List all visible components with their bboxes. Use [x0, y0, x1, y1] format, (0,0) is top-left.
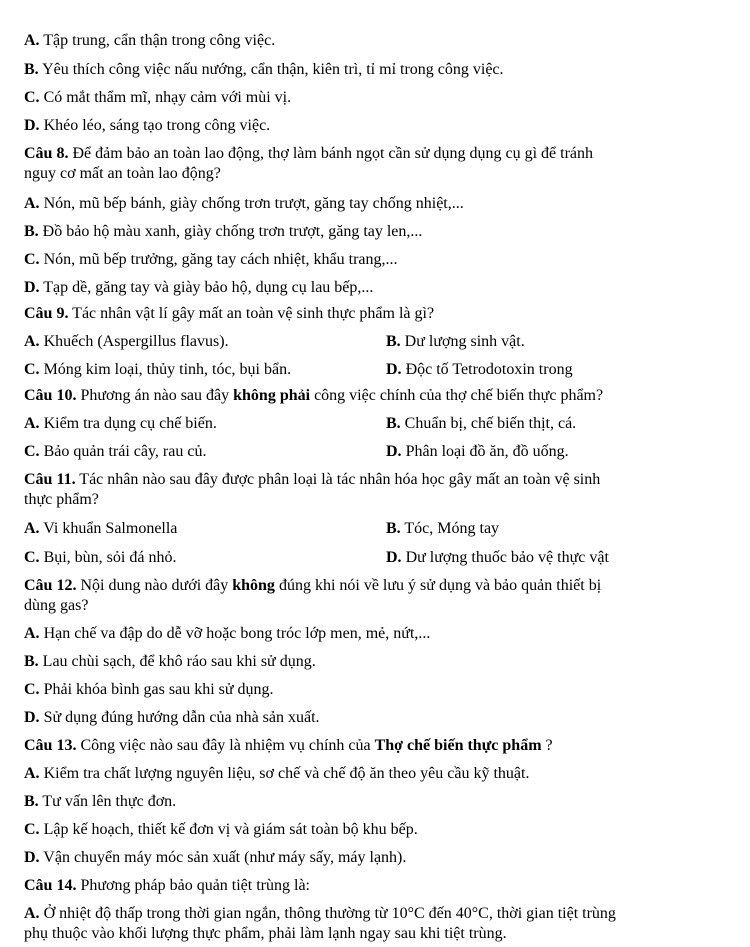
question-13: Câu 13. Công việc nào sau đây là nhiệm vụ chính của Thợ chế biến thực phẩm ? [24, 737, 553, 754]
prev-option-d: D. Khéo léo, sáng tạo trong công việc. [24, 117, 271, 134]
q13-option-a: A. Kiểm tra chất lượng nguyên liệu, sơ chế và chế độ ăn theo yêu cầu kỹ thuật. [24, 765, 530, 782]
q12-option-c: C. Phải khóa bình gas sau khi sử dụng. [24, 681, 274, 698]
q12-option-d: D. Sử dụng đúng hướng dẫn của nhà sản xuất. [24, 709, 320, 726]
q11-option-b: B. Tóc, Móng tay [386, 520, 500, 537]
q11-option-d: D. Dư lượng thuốc bảo vệ thực vật [386, 549, 609, 566]
q13-option-b: B. Tư vấn lên thực đơn. [24, 793, 177, 810]
q10-option-c: C. Bảo quản trái cây, rau củ. [24, 443, 207, 460]
q13-option-c: C. Lập kế hoạch, thiết kế đơn vị và giám sát toàn bộ khu bếp. [24, 821, 418, 838]
prev-option-c: C. Có mắt thẩm mĩ, nhạy cảm với mùi vị. [24, 89, 292, 106]
question-12: Câu 12. Nội dung nào dưới đây không đúng khi nói về lưu ý sử dụng và bảo quản thiết bị [24, 577, 602, 594]
q10-option-d: D. Phân loại đồ ăn, đồ uống. [386, 443, 569, 460]
q11-option-c: C. Bụi, bùn, sỏi đá nhỏ. [24, 549, 177, 566]
q8-option-a: A. Nón, mũ bếp bánh, giày chống trơn trượt, găng tay chống nhiệt,... [24, 195, 464, 212]
question-9: Câu 9. Tác nhân vật lí gây mất an toàn vệ sinh thực phẩm là gì? [24, 305, 435, 322]
q8-option-b: B. Đồ bảo hộ màu xanh, giày chống trơn trượt, găng tay len,... [24, 223, 423, 240]
question-10: Câu 10. Phương án nào sau đây không phải công việc chính của thợ chế biến thực phẩm? [24, 387, 604, 404]
question-14: Câu 14. Phương pháp bảo quản tiệt trùng là: [24, 877, 310, 894]
prev-option-b: B. Yêu thích công việc nấu nướng, cẩn thận, kiên trì, tỉ mỉ trong công việc. [24, 61, 504, 78]
q14-option-a: A. Ở nhiệt độ thấp trong thời gian ngắn, thông thường từ 10°C đến 40°C, thời gian tiệt trùng [24, 905, 616, 922]
q13-option-d: D. Vận chuyển máy móc sản xuất (như máy sấy, máy lạnh). [24, 849, 407, 866]
question-12-cont: dùng gas? [24, 597, 89, 614]
q9-option-d: D. Độc tố Tetrodotoxin trong [386, 361, 573, 378]
q9-option-a: A. Khuếch (Aspergillus flavus). [24, 333, 229, 350]
q8-option-c: C. Nón, mũ bếp trưởng, găng tay cách nhiệt, khẩu trang,... [24, 251, 398, 268]
question-8-cont: nguy cơ mất an toàn lao động? [24, 165, 221, 182]
question-11-cont: thực phẩm? [24, 491, 99, 508]
q12-option-b: B. Lau chùi sạch, để khô ráo sau khi sử dụng. [24, 653, 316, 670]
q12-option-a: A. Hạn chế va đập do dễ vỡ hoặc bong tróc lớp men, mẻ, nứt,... [24, 625, 431, 642]
prev-option-a: A. Tập trung, cẩn thận trong công việc. [24, 32, 276, 49]
q10-option-b: B. Chuẩn bị, chế biến thịt, cá. [386, 415, 577, 432]
question-11: Câu 11. Tác nhân nào sau đây được phân loại là tác nhân hóa học gây mất an toàn vệ sinh [24, 471, 601, 488]
q14-option-a-cont: phụ thuộc vào khối lượng thực phẩm, phải làm lạnh ngay sau khi tiệt trùng. [24, 925, 507, 942]
question-8: Câu 8. Để đảm bảo an toàn lao động, thợ làm bánh ngọt cần sử dụng dụng cụ gì để tránh [24, 145, 594, 162]
q9-option-b: B. Dư lượng sinh vật. [386, 333, 525, 350]
q11-option-a: A. Vi khuẩn Salmonella [24, 520, 178, 537]
q10-option-a: A. Kiểm tra dụng cụ chế biến. [24, 415, 217, 432]
q8-option-d: D. Tạp dề, găng tay và giày bảo hộ, dụng cụ lau bếp,... [24, 279, 374, 296]
q9-option-c: C. Móng kim loại, thủy tinh, tóc, bụi bẩn. [24, 361, 292, 378]
